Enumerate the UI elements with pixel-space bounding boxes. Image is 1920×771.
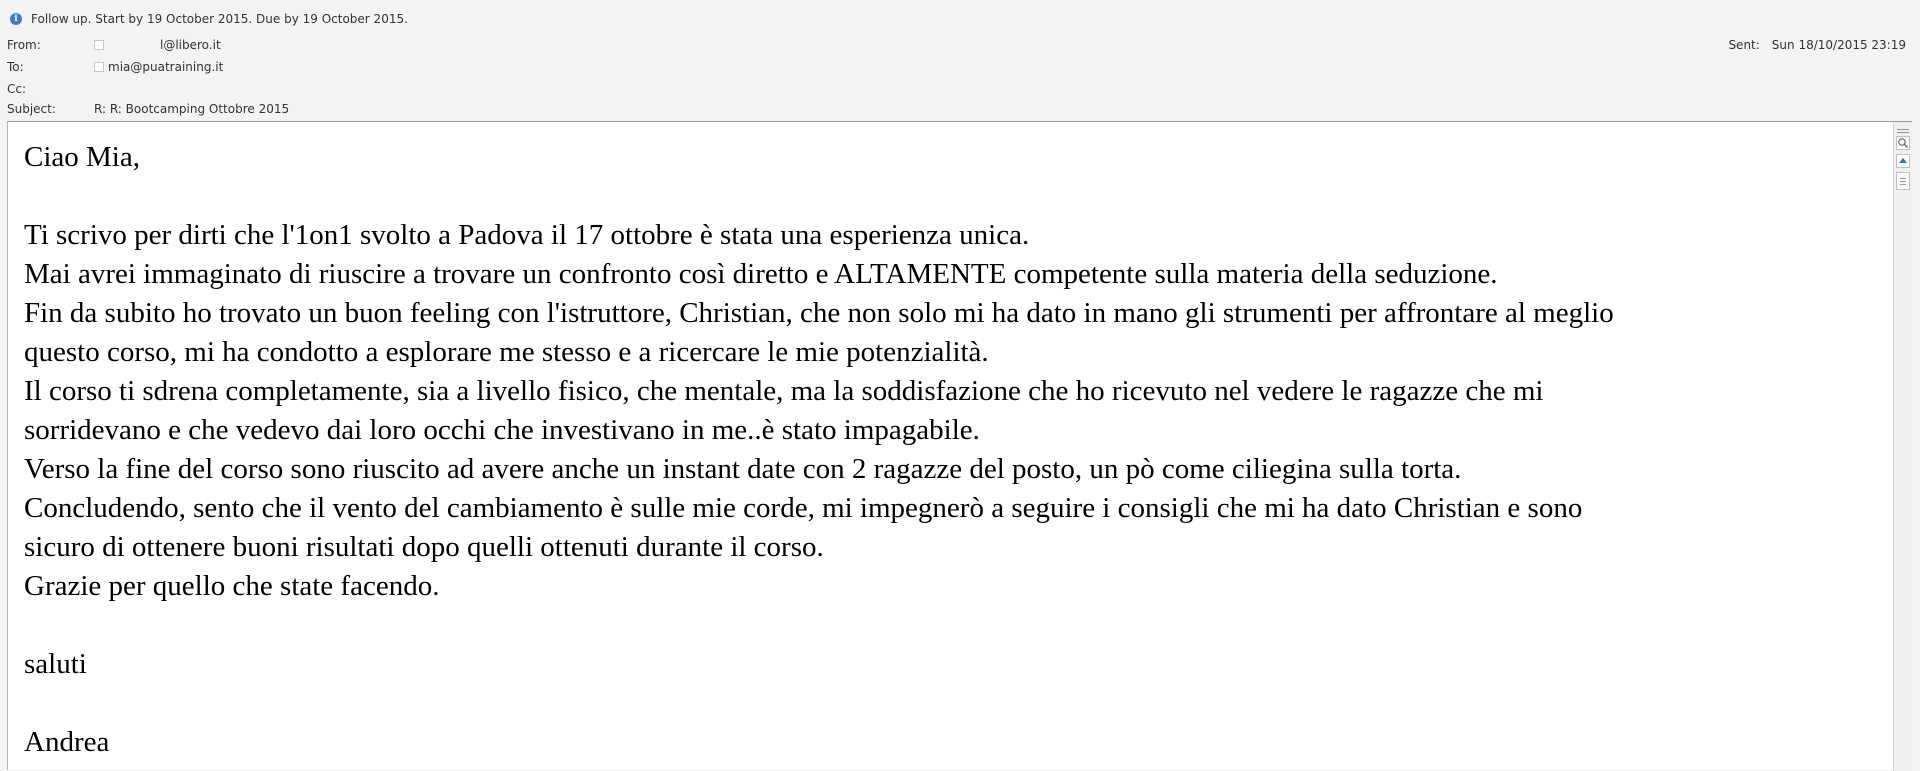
message-line: Concludendo, sento che il vento del cambiamento è sulle mie corde, mi impegnerò a seguire i consigli che mi ha dato Christian e sono	[24, 492, 1583, 524]
message-line: Ti scrivo per dirti che l'1on1 svolto a Padova il 17 ottobre è stata una esperienza unica.	[24, 219, 1030, 251]
sent-label: Sent:	[1728, 38, 1760, 52]
scroll-up-icon[interactable]	[1896, 154, 1910, 168]
message-line: sicuro di ottenere buoni risultati dopo quelli ottenuti durante il corso.	[24, 531, 824, 563]
message-line: Mai avrei immaginato di riuscire a trovare un confronto così diretto e ALTAMENTE competente sulla materia della seduzione.	[24, 258, 1498, 290]
message-line: Andrea	[24, 726, 110, 758]
message-line: Fin da subito ho trovato un buon feeling con l'istruttore, Christian, che non solo mi ha dato in mano gli strumenti per affrontare al meglio	[24, 297, 1614, 329]
sent-info	[1728, 37, 1906, 53]
scroll-menu-icon[interactable]	[1896, 126, 1910, 134]
cc-row	[7, 81, 1913, 97]
sent-value: Sun 18/10/2015 23:19	[1771, 38, 1906, 52]
subject-value: R: R: Bootcamping Ottobre 2015	[94, 102, 290, 116]
to-value: mia@puatraining.it	[108, 60, 224, 74]
message-body[interactable]	[24, 138, 1874, 762]
from-label: From:	[7, 38, 41, 52]
vertical-scrollbar[interactable]	[1893, 122, 1912, 771]
from-row	[7, 37, 1913, 53]
message-header	[0, 0, 1920, 121]
message-line: saluti	[24, 648, 87, 680]
sender-presence-icon	[94, 40, 104, 50]
subject-label: Subject:	[7, 102, 56, 116]
message-line: questo corso, mi ha condotto a esplorare me stesso e a ricercare le mie potenzialità.	[24, 336, 989, 368]
message-body-frame[interactable]	[7, 121, 1912, 770]
subject-row	[7, 101, 1913, 117]
followup-flag-bar	[10, 11, 408, 27]
message-line	[24, 606, 1874, 645]
scroll-thumb[interactable]	[1896, 172, 1910, 190]
recipient-presence-icon	[94, 62, 104, 72]
zoom-icon[interactable]	[1896, 136, 1910, 150]
message-line: Ciao Mia,	[24, 141, 140, 173]
info-icon: i	[10, 13, 22, 25]
to-address[interactable]	[94, 59, 223, 75]
message-line	[24, 684, 1874, 723]
to-row	[7, 59, 1913, 75]
message-line	[24, 177, 1874, 216]
message-line: Grazie per quello che state facendo.	[24, 570, 440, 602]
from-address[interactable]	[94, 37, 221, 53]
from-value: l@libero.it	[160, 38, 221, 52]
message-line: Il corso ti sdrena completamente, sia a livello fisico, che mentale, ma la soddisfazione che ho ricevuto nel vedere le ragazze che mi	[24, 375, 1544, 407]
cc-label: Cc:	[7, 82, 27, 96]
message-line: Verso la fine del corso sono riuscito ad avere anche un instant date con 2 ragazze del posto, un pò come ciliegina sulla torta.	[24, 453, 1462, 485]
followup-text: Follow up. Start by 19 October 2015. Due by 19 October 2015.	[31, 12, 408, 26]
message-line: sorridevano e che vedevo dai loro occhi che investivano in me..è stato impagabile.	[24, 414, 980, 446]
to-label: To:	[7, 60, 24, 74]
